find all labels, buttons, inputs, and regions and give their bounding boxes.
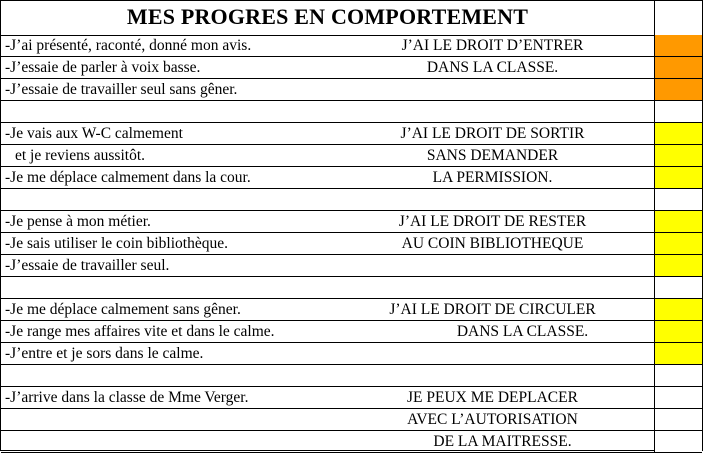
privilege-text: DE LA MAITRESSE. <box>433 433 572 450</box>
table-row <box>1 57 702 79</box>
behavior-text: -J’entre et je sors dans le calme. <box>5 345 204 362</box>
table-row <box>1 167 702 189</box>
table-row <box>1 255 702 277</box>
progress-color-cell <box>654 409 702 430</box>
privilege-text <box>331 343 654 364</box>
privilege-text <box>331 189 654 210</box>
privilege-text <box>331 277 654 298</box>
progress-color-cell <box>654 233 702 254</box>
table-row <box>1 79 702 101</box>
table-row <box>1 277 702 299</box>
table-row <box>1 35 702 57</box>
table-row <box>1 189 702 211</box>
privilege-text: AU COIN BIBLIOTHEQUE <box>401 235 584 252</box>
table-row <box>1 343 702 365</box>
table-row <box>1 211 702 233</box>
progress-color-cell <box>654 167 702 188</box>
progress-color-cell <box>654 365 702 386</box>
privilege-text: LA PERMISSION. <box>432 169 553 186</box>
privilege-text <box>331 101 654 122</box>
behavior-text: -J’essaie de parler à voix basse. <box>5 59 201 76</box>
privilege-text <box>331 365 654 386</box>
progress-color-cell <box>654 387 702 408</box>
table-row <box>1 299 702 321</box>
progress-color-cell <box>654 101 702 122</box>
privilege-text: SANS DEMANDER <box>426 147 559 164</box>
behavior-text: -Je range mes affaires vite et dans le calme. <box>5 323 275 340</box>
privilege-text: JE PEUX ME DEPLACER <box>407 389 578 406</box>
behavior-text: -J’arrive dans la classe de Mme Verger. <box>5 389 249 406</box>
privilege-text: J’AI LE DROIT DE CIRCULER <box>389 301 596 318</box>
privilege-text: J’AI LE DROIT D’ENTRER <box>401 37 584 54</box>
title-row <box>1 1 702 36</box>
privilege-text: DANS LA CLASSE. <box>426 59 559 76</box>
privilege-text: J’AI LE DROIT DE RESTER <box>398 213 587 230</box>
progress-color-cell <box>654 35 702 56</box>
behavior-text: et je reviens aussitôt. <box>15 147 145 164</box>
table-row <box>1 365 702 387</box>
progress-color-cell <box>654 343 702 364</box>
table-row <box>1 233 702 255</box>
title-color-cell <box>654 1 702 35</box>
page-title: MES PROGRES EN COMPORTEMENT <box>126 4 529 29</box>
privilege-text: DANS LA CLASSE. <box>456 323 589 340</box>
progress-color-cell <box>654 211 702 232</box>
behavior-text: -Je vais aux W-C calmement <box>5 125 183 142</box>
behavior-text: -J’essaie de travailler seul sans gêner. <box>5 81 238 98</box>
progress-color-cell <box>654 431 702 452</box>
behavior-text: -Je me déplace calmement dans la cour. <box>5 169 251 186</box>
table-row <box>1 431 702 453</box>
behavior-text: -J’ai présenté, raconté, donné mon avis. <box>5 37 252 54</box>
behavior-text: -J’essaie de travailler seul. <box>5 257 170 274</box>
progress-color-cell <box>654 79 702 100</box>
progress-color-cell <box>654 57 702 78</box>
table-row <box>1 123 702 145</box>
privilege-text: J’AI LE DROIT DE SORTIR <box>400 125 585 142</box>
table-row <box>1 409 702 431</box>
progress-color-cell <box>654 189 702 210</box>
behavior-text: -Je me déplace calmement sans gêner. <box>5 301 241 318</box>
privilege-text <box>331 255 654 276</box>
progress-color-cell <box>654 299 702 320</box>
progress-color-cell <box>654 123 702 144</box>
table-row <box>1 387 702 409</box>
privilege-text <box>331 79 654 100</box>
table-row <box>1 321 702 343</box>
behavior-text: -Je pense à mon métier. <box>5 213 151 230</box>
behavior-text: -Je sais utiliser le coin bibliothèque. <box>5 235 228 252</box>
progress-color-cell <box>654 145 702 166</box>
progress-color-cell <box>654 321 702 342</box>
privilege-text: AVEC L’AUTORISATION <box>407 411 578 428</box>
table-row <box>1 145 702 167</box>
progress-color-cell <box>654 255 702 276</box>
table-row <box>1 101 702 123</box>
progress-color-cell <box>654 277 702 298</box>
